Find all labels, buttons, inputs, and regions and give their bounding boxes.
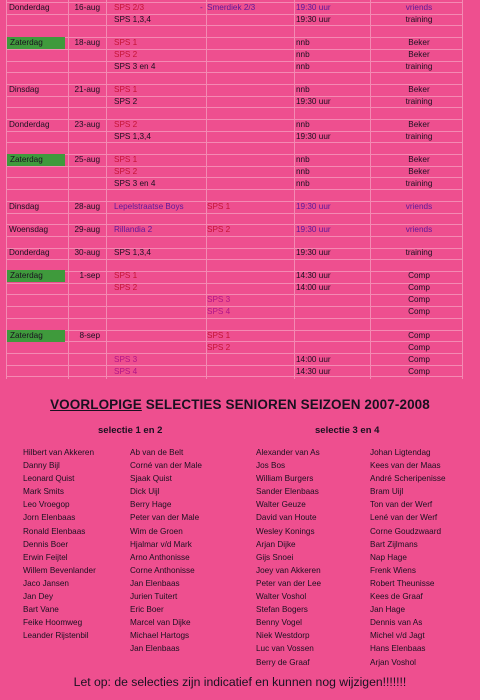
time-cell: nnb bbox=[296, 50, 310, 59]
type-cell: training bbox=[405, 15, 433, 24]
player-name: Sjaak Quist bbox=[130, 474, 172, 484]
player-name: André Scheripenisse bbox=[370, 474, 446, 484]
schedule-row bbox=[0, 131, 480, 143]
grid-line-horizontal bbox=[6, 213, 462, 214]
separator-dash: - bbox=[200, 3, 203, 12]
team-cell: SPS 1 bbox=[114, 85, 138, 94]
team-cell: SPS 2 bbox=[114, 97, 138, 106]
player-name: Walter Voshol bbox=[256, 592, 307, 602]
selectie-3-4-title: selectie 3 en 4 bbox=[315, 425, 380, 436]
time-cell: 19:30 uur bbox=[296, 97, 331, 106]
team-cell: Lepelstraatse Boys bbox=[114, 202, 184, 211]
day-cell-saturday: Zaterdag bbox=[7, 330, 65, 342]
player-name: Alexander van As bbox=[256, 448, 320, 457]
player-name: Walter Geuze bbox=[256, 500, 306, 510]
type-cell: Beker bbox=[408, 167, 430, 176]
time-cell: nnb bbox=[296, 62, 310, 71]
time-cell: 19:30 uur bbox=[296, 3, 331, 12]
player-name: Leonard Quist bbox=[23, 474, 75, 484]
team-cell: SPS 1,3,4 bbox=[114, 132, 151, 141]
player-name: Bart Vane bbox=[23, 605, 59, 615]
date-cell: 29-aug bbox=[74, 225, 100, 234]
opponent-cell: SPS 3 bbox=[207, 295, 231, 304]
player-name: Danny Bijl bbox=[23, 461, 60, 471]
type-cell: Comp bbox=[408, 331, 430, 340]
selectie-1-2-column-2 bbox=[130, 446, 202, 656]
date-cell: 23-aug bbox=[74, 120, 100, 129]
type-cell: training bbox=[405, 179, 433, 188]
player-name: Jorn Elenbaas bbox=[23, 513, 76, 523]
opponent-cell: Smerdiek 2/3 bbox=[207, 3, 256, 12]
player-name: Peter van der Male bbox=[130, 513, 200, 523]
player-name: Jurien Tuitert bbox=[130, 592, 178, 602]
schedule-row bbox=[0, 2, 480, 14]
date-cell: 30-aug bbox=[74, 248, 100, 257]
player-name: Robert Theunisse bbox=[370, 578, 435, 588]
player-name: Wesley Konings bbox=[256, 526, 315, 536]
player-name: Corné van der Male bbox=[130, 461, 202, 471]
player-name: Hans Elenbaas bbox=[370, 644, 426, 654]
day-cell: Donderdag bbox=[9, 248, 50, 257]
opponent-cell: SPS 4 bbox=[207, 307, 231, 316]
team-cell: SPS 3 en 4 bbox=[114, 62, 156, 71]
type-cell: training bbox=[405, 97, 433, 106]
schedule-row bbox=[0, 354, 480, 366]
player-name: Berry Hage bbox=[130, 500, 172, 510]
player-name: Willem Bevenlander bbox=[23, 565, 96, 575]
player-name: David van Houte bbox=[256, 513, 317, 523]
player-name: Jan Dey bbox=[23, 592, 54, 602]
player-name: Dennis van As bbox=[370, 618, 423, 628]
schedule-row bbox=[0, 366, 480, 378]
time-cell: 14:30 uur bbox=[296, 367, 331, 376]
player-name: Michael Hartogs bbox=[130, 631, 190, 641]
type-cell: Comp bbox=[408, 343, 430, 352]
player-name: Feike Hoomweg bbox=[23, 618, 83, 628]
selectie-3-4-column-2 bbox=[370, 446, 446, 669]
player-name: Arno Anthonisse bbox=[130, 552, 190, 562]
type-cell: Comp bbox=[408, 271, 430, 280]
player-name: Jos Bos bbox=[256, 461, 286, 471]
grid-line-horizontal bbox=[6, 236, 462, 237]
day-cell-saturday: Zaterdag bbox=[7, 37, 65, 49]
player-name: Ronald Elenbaas bbox=[23, 526, 86, 536]
schedule-row bbox=[0, 282, 480, 294]
team-cell: SPS 2 bbox=[114, 167, 138, 176]
date-cell: 25-aug bbox=[74, 155, 100, 164]
type-cell: training bbox=[405, 62, 433, 71]
player-name: Leo Vroegop bbox=[23, 500, 70, 510]
schedule-row bbox=[0, 178, 480, 190]
date-cell: 18-aug bbox=[74, 38, 100, 47]
schedule-row bbox=[0, 201, 480, 213]
player-name: Hilbert van Akkeren bbox=[23, 448, 94, 457]
day-cell: Donderdag bbox=[9, 120, 50, 129]
player-name: Wim de Groen bbox=[130, 526, 183, 536]
player-name: Stefan Bogers bbox=[256, 605, 308, 615]
type-cell: training bbox=[405, 132, 433, 141]
type-cell: Beker bbox=[408, 38, 430, 47]
type-cell: Beker bbox=[408, 50, 430, 59]
time-cell: 19:30 uur bbox=[296, 15, 331, 24]
schedule-row bbox=[0, 14, 480, 26]
schedule-row bbox=[0, 342, 480, 354]
schedule-row bbox=[0, 61, 480, 73]
player-name: Sander Elenbaas bbox=[256, 487, 319, 497]
schedule-row bbox=[0, 49, 480, 61]
time-cell: 19:30 uur bbox=[296, 202, 331, 211]
time-cell: nnb bbox=[296, 38, 310, 47]
player-name: Leander Rijstenbil bbox=[23, 631, 89, 641]
opponent-cell: SPS 1 bbox=[207, 331, 231, 340]
team-cell: SPS 1,3,4 bbox=[114, 15, 151, 24]
player-name: Arjan Voshol bbox=[370, 657, 416, 667]
schedule-row bbox=[0, 96, 480, 108]
player-name: Benny Vogel bbox=[256, 618, 302, 628]
schedule-row bbox=[0, 84, 480, 96]
day-cell: Woensdag bbox=[9, 225, 48, 234]
player-name: Kees de Graaf bbox=[370, 592, 423, 602]
player-name: Marcel van Dijke bbox=[130, 618, 191, 628]
player-name: Gijs Snoei bbox=[256, 552, 294, 562]
type-cell: Beker bbox=[408, 120, 430, 129]
opponent-cell: SPS 2 bbox=[207, 343, 231, 352]
player-name: Hjalmar v/d Mark bbox=[130, 539, 192, 549]
schedule-row bbox=[0, 306, 480, 318]
player-name: Bart Zijlmans bbox=[370, 539, 418, 549]
player-name: Jan Elenbaas bbox=[130, 644, 180, 654]
team-cell: SPS 4 bbox=[114, 367, 138, 376]
player-name: Corne Anthonisse bbox=[130, 565, 195, 575]
schedule-row bbox=[0, 224, 480, 236]
type-cell: Beker bbox=[408, 85, 430, 94]
player-name: Arjan Dijke bbox=[256, 539, 296, 549]
grid-line-horizontal bbox=[6, 318, 462, 319]
player-name: Dick Uijl bbox=[130, 487, 160, 497]
player-name: Michel v/d Jagt bbox=[370, 631, 425, 641]
team-cell: SPS 1 bbox=[114, 155, 138, 164]
type-cell: vriends bbox=[405, 3, 433, 12]
team-cell: SPS 3 bbox=[114, 355, 138, 364]
selectie-1-2-title: selectie 1 en 2 bbox=[98, 425, 163, 436]
player-name: Luc van Vossen bbox=[256, 644, 314, 654]
date-cell: 8-sep bbox=[79, 331, 100, 340]
player-name: Mark Smits bbox=[23, 487, 64, 497]
time-cell: 19:30 uur bbox=[296, 225, 331, 234]
schedule-row bbox=[0, 166, 480, 178]
selectie-1-2-column-1 bbox=[23, 446, 96, 642]
opponent-cell: SPS 1 bbox=[207, 202, 231, 211]
day-cell-saturday: Zaterdag bbox=[7, 270, 65, 282]
player-name: Jaco Jansen bbox=[23, 578, 69, 588]
type-cell: Comp bbox=[408, 367, 430, 376]
schedule-row bbox=[0, 294, 480, 306]
time-cell: 19:30 uur bbox=[296, 248, 331, 257]
player-name: Lené van der Werf bbox=[370, 513, 438, 523]
team-cell: SPS 2/3 bbox=[114, 3, 145, 12]
player-name: Ab van de Belt bbox=[130, 448, 184, 457]
day-cell: Dinsdag bbox=[9, 202, 40, 211]
player-name: Peter van der Lee bbox=[256, 578, 322, 588]
time-cell: nnb bbox=[296, 179, 310, 188]
type-cell: vriends bbox=[405, 225, 433, 234]
type-cell: Comp bbox=[408, 355, 430, 364]
day-cell: Donderdag bbox=[9, 3, 50, 12]
schedule-row bbox=[0, 119, 480, 131]
time-cell: 14:00 uur bbox=[296, 355, 331, 364]
player-name: Eric Boer bbox=[130, 605, 164, 615]
schedule-row bbox=[0, 330, 480, 342]
player-name: Niek Westdorp bbox=[256, 631, 310, 641]
player-name: Ton van der Werf bbox=[370, 500, 433, 510]
team-cell: SPS 1 bbox=[114, 38, 138, 47]
player-name: Frenk Wiens bbox=[370, 565, 416, 575]
heading-underlined-word: VOORLOPIGE bbox=[50, 397, 142, 412]
selectie-3-4-column-1 bbox=[256, 446, 321, 669]
team-cell: SPS 1,3,4 bbox=[114, 248, 151, 257]
team-cell: Rillandia 2 bbox=[114, 225, 153, 234]
date-cell: 16-aug bbox=[74, 3, 100, 12]
time-cell: nnb bbox=[296, 167, 310, 176]
player-name: Corne Goudzwaard bbox=[370, 526, 441, 536]
player-name: William Burgers bbox=[256, 474, 314, 484]
date-cell: 1-sep bbox=[79, 271, 100, 280]
team-cell: SPS 2 bbox=[114, 50, 138, 59]
type-cell: Comp bbox=[408, 283, 430, 292]
time-cell: 14:00 uur bbox=[296, 283, 331, 292]
team-cell: SPS 1 bbox=[114, 271, 138, 280]
time-cell: 14:30 uur bbox=[296, 271, 331, 280]
player-name: Bram Uijl bbox=[370, 487, 404, 497]
heading-rest: SELECTIES SENIOREN SEIZOEN 2007-2008 bbox=[141, 397, 430, 412]
player-name: Berry de Graaf bbox=[256, 657, 310, 667]
schedule-row bbox=[0, 37, 480, 49]
team-cell: SPS 3 en 4 bbox=[114, 179, 156, 188]
player-name: Nap Hage bbox=[370, 552, 407, 562]
team-cell: SPS 2 bbox=[114, 283, 138, 292]
type-cell: training bbox=[405, 248, 433, 257]
player-name: Dennis Boer bbox=[23, 539, 69, 549]
team-cell: SPS 2 bbox=[114, 120, 138, 129]
player-name: Jan Hage bbox=[370, 605, 406, 615]
time-cell: nnb bbox=[296, 120, 310, 129]
type-cell: vriends bbox=[405, 202, 433, 211]
type-cell: Beker bbox=[408, 155, 430, 164]
date-cell: 28-aug bbox=[74, 202, 100, 211]
time-cell: nnb bbox=[296, 155, 310, 164]
schedule-row bbox=[0, 247, 480, 259]
opponent-cell: SPS 2 bbox=[207, 225, 231, 234]
day-cell: Dinsdag bbox=[9, 85, 40, 94]
disclaimer-footer: Let op: de selecties zijn indicatief en kunnen nog wijzigen!!!!!!! bbox=[73, 675, 407, 689]
player-name: Erwin Feijtel bbox=[23, 552, 68, 562]
selections-heading bbox=[0, 397, 480, 412]
schedule-row bbox=[0, 154, 480, 166]
grid-line-horizontal bbox=[6, 259, 462, 260]
player-name: Kees van der Maas bbox=[370, 461, 441, 471]
date-cell: 21-aug bbox=[74, 85, 100, 94]
player-name: Jan Elenbaas bbox=[130, 578, 180, 588]
player-name: Johan Ligtendag bbox=[370, 448, 431, 457]
schedule-row bbox=[0, 270, 480, 282]
type-cell: Comp bbox=[408, 295, 430, 304]
type-cell: Comp bbox=[408, 307, 430, 316]
day-cell-saturday: Zaterdag bbox=[7, 154, 65, 166]
player-name: Joey van Akkeren bbox=[256, 565, 321, 575]
time-cell: nnb bbox=[296, 85, 310, 94]
time-cell: 19:30 uur bbox=[296, 132, 331, 141]
